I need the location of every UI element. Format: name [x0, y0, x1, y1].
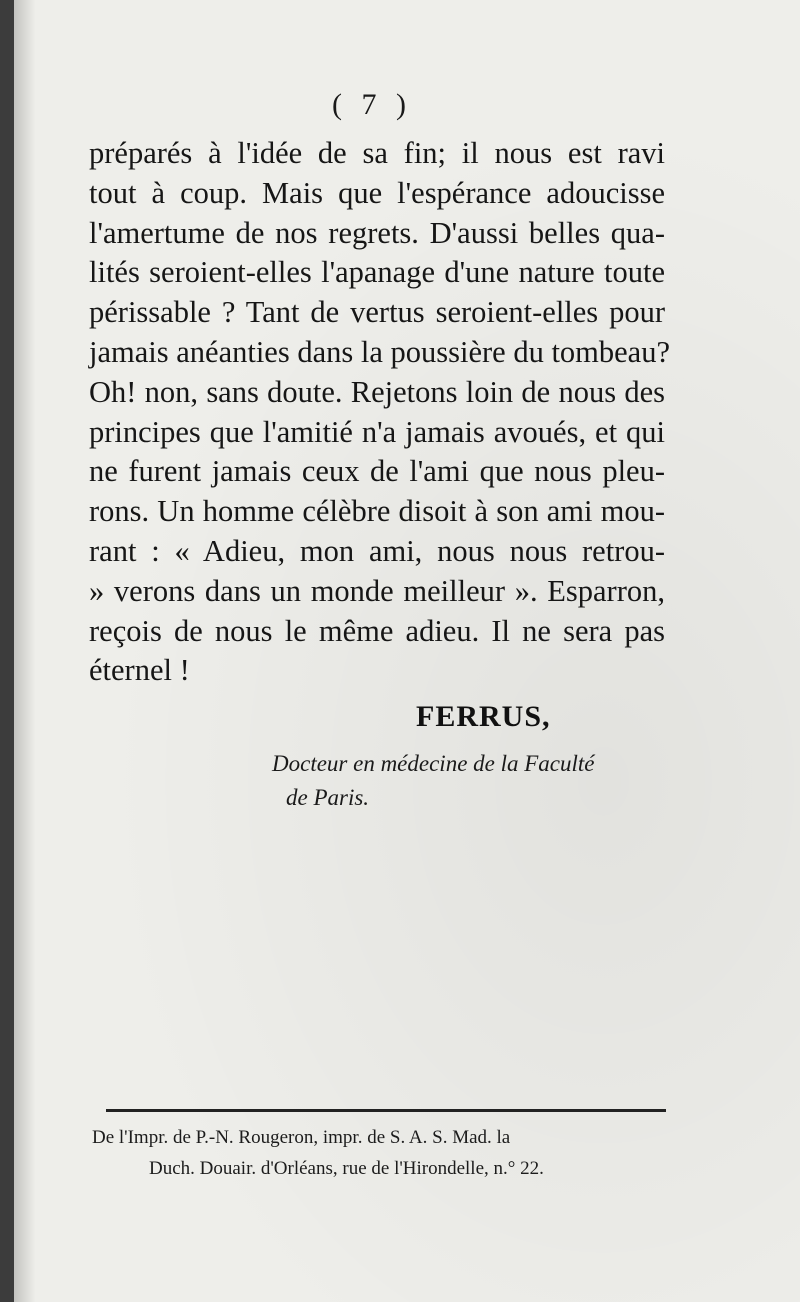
text-line: lités seroient-elles l'apanage d'une nature toute — [89, 255, 665, 290]
printer-imprint-line2: Duch. Douair. d'Orléans, rue de l'Hirondelle, n.° 22. — [149, 1158, 544, 1179]
text-line: périssable ? Tant de vertus seroient-elles pour — [89, 295, 665, 330]
book-page — [14, 0, 800, 1302]
text-line-last: éternel ! — [89, 653, 190, 688]
text-line: reçois de nous le même adieu. Il ne sera pas — [89, 613, 665, 648]
text-line: principes que l'amitié n'a jamais avoués, et qui — [89, 414, 665, 449]
text-line: rant : « Adieu, mon ami, nous nous retrou- — [89, 533, 665, 568]
body-paragraph — [89, 134, 671, 691]
text-line: préparés à l'idée de sa fin; il nous est ravi — [89, 136, 665, 170]
page-number: ( 7 ) — [332, 88, 412, 121]
printer-imprint-line1: De l'Impr. de P.-N. Rougeron, impr. de S. A. S. Mad. la — [92, 1127, 511, 1148]
text-line: ne furent jamais ceux de l'ami que nous pleu- — [89, 454, 665, 489]
text-line: Oh! non, sans doute. Rejetons loin de nous des — [89, 374, 665, 409]
author-signature: FERRUS, — [416, 700, 551, 733]
text-line: jamais anéanties dans la poussière du tombeau? — [89, 334, 671, 369]
text-line: » verons dans un monde meilleur ». Esparron, — [89, 573, 665, 608]
author-affiliation-line1: Docteur en médecine de la Faculté — [272, 751, 595, 776]
text-line: tout à coup. Mais que l'espérance adoucisse — [89, 175, 665, 210]
author-affiliation-line2: de Paris. — [286, 785, 370, 810]
horizontal-rule — [106, 1109, 666, 1112]
text-line: rons. Un homme célèbre disoit à son ami mou- — [89, 494, 665, 529]
text-line: l'amertume de nos regrets. D'aussi belles qua- — [89, 215, 665, 250]
